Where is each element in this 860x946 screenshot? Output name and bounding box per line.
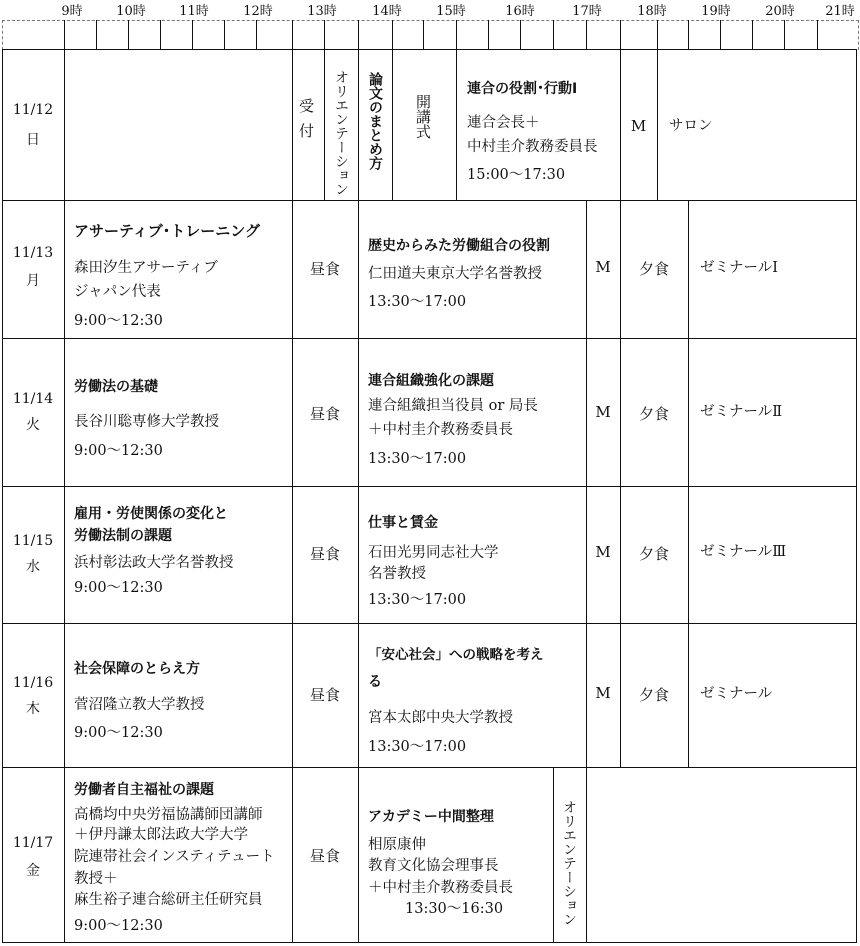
m-slot: M [595, 258, 611, 276]
morning-title: 社会保障のとらえ方 [74, 661, 200, 677]
morning-speaker: 麻生裕子連合総研主任研究員 [74, 892, 263, 908]
morning-speaker: 菅沼隆立教大学教授 [74, 697, 205, 713]
lunch: 昼食 [309, 545, 340, 563]
morning-title: アサーティブ･トレーニング [74, 222, 261, 240]
weekday: 木 [26, 701, 40, 717]
hour-label: 9時 [61, 4, 83, 19]
morning-speaker: 教授＋ [74, 871, 118, 887]
m-slot: M [595, 684, 611, 702]
hour-label: 19時 [701, 4, 731, 19]
hour-label: 13時 [307, 4, 337, 19]
lecture-speaker: 連合会長＋ [467, 115, 540, 131]
weekday: 火 [26, 417, 40, 433]
dinner: 夕食 [638, 545, 669, 563]
afternoon-title: 連合組織強化の課題 [368, 373, 494, 389]
lunch: 昼食 [309, 847, 340, 865]
morning-time: 9:00〜12:30 [74, 313, 163, 329]
orientation-vertical: オリエンテーション [561, 800, 577, 926]
afternoon-speaker: 連合組織担当役員 or 局長 [368, 398, 538, 414]
afternoon-time: 13:30〜17:00 [368, 739, 467, 755]
lecture-speaker: 中村圭介教務委員長 [467, 139, 598, 155]
lunch: 昼食 [309, 405, 340, 423]
morning-time: 9:00〜12:30 [74, 725, 163, 741]
afternoon-time: 13:30〜17:00 [368, 592, 467, 608]
afternoon-speaker: ＋中村圭介教務委員長 [368, 880, 513, 896]
date: 11/12 [12, 102, 54, 118]
morning-title: 労働者自主福祉の課題 [74, 782, 214, 798]
hour-label: 17時 [572, 4, 602, 19]
afternoon-time: 13:30〜17:00 [368, 294, 467, 310]
evening-seminar: ゼミナールⅠ [700, 260, 778, 276]
morning-speaker: ＋伊丹謙太郎法政大学大学 [74, 827, 248, 843]
weekday: 水 [26, 559, 40, 575]
afternoon-speaker: 宮本太郎中央大学教授 [368, 710, 513, 726]
lunch: 昼食 [309, 260, 340, 278]
afternoon-speaker: 名誉教授 [368, 566, 426, 582]
hour-label: 12時 [243, 4, 273, 19]
weekday: 金 [26, 863, 40, 879]
morning-speaker: 森田汐生アサーティブ [74, 260, 218, 276]
hour-label: 10時 [116, 4, 146, 19]
m-slot: M [595, 543, 611, 561]
orientation-vertical: オリエンテーション [333, 70, 349, 196]
hour-label: 16時 [505, 4, 535, 19]
afternoon-speaker: 仁田道夫東京大学名誉教授 [368, 266, 542, 282]
morning-time: 9:00〜12:30 [74, 443, 163, 459]
afternoon-time: 13:30〜17:00 [368, 451, 467, 467]
date: 11/14 [12, 391, 54, 407]
date: 11/16 [12, 675, 54, 691]
evening-seminar: ゼミナールⅢ [700, 544, 787, 560]
afternoon-time: 13:30〜16:30 [405, 901, 504, 917]
weekday: 月 [26, 273, 40, 289]
morning-speaker: 浜村彰法政大学名誉教授 [74, 555, 234, 571]
morning-title: 労働法の基礎 [74, 379, 158, 395]
thesis-method: 論文のまとめ方 [367, 72, 383, 170]
weekday: 日 [26, 132, 40, 148]
hour-label: 20時 [765, 4, 795, 19]
evening-salon: サロン [669, 118, 713, 134]
hour-label: 15時 [436, 4, 466, 19]
afternoon-title: アカデミー中間整理 [368, 809, 494, 825]
morning-time: 9:00〜12:30 [74, 580, 163, 596]
afternoon-title: 歴史からみた労働組合の役割 [368, 238, 550, 254]
afternoon-speaker: 石田光男同志社大学 [368, 545, 499, 561]
tick-gutter [2, 20, 859, 50]
lunch: 昼食 [309, 686, 340, 704]
afternoon-title: 「安心社会」への戦略を考え [368, 647, 544, 663]
morning-speaker: ジャパン代表 [74, 284, 161, 300]
afternoon-speaker: 相原康伸 [368, 837, 426, 853]
hour-label: 21時 [825, 4, 855, 19]
morning-title-line2: 労働法制の課題 [74, 528, 172, 544]
reception: 受付 [297, 98, 315, 148]
date: 11/15 [12, 533, 54, 549]
dinner: 夕食 [638, 260, 669, 278]
afternoon-title-line2: る [368, 674, 382, 690]
lecture-time: 15:00〜17:30 [467, 167, 566, 183]
m-slot: M [630, 117, 647, 135]
evening-seminar: ゼミナール [700, 686, 773, 702]
date: 11/13 [12, 245, 54, 261]
evening-seminar: ゼミナールⅡ [700, 404, 783, 420]
hour-label: 14時 [372, 4, 402, 19]
morning-speaker: 長谷川聡専修大学教授 [74, 414, 219, 430]
afternoon-speaker: 教育文化協会理事長 [368, 858, 499, 874]
dinner: 夕食 [638, 405, 669, 423]
morning-speaker: 高橋均中央労福協講師団講師 [74, 807, 263, 823]
afternoon-title: 仕事と賃金 [368, 515, 438, 531]
date: 11/17 [12, 835, 54, 851]
lecture-title: 連合の役割･行動Ⅰ [467, 81, 578, 97]
morning-speaker: 院連帯社会インスティテュート [74, 849, 275, 865]
m-slot: M [595, 403, 611, 421]
afternoon-speaker: ＋中村圭介教務委員長 [368, 422, 513, 438]
morning-time: 9:00〜12:30 [74, 918, 163, 934]
morning-title: 雇用・労使関係の変化と [74, 506, 228, 522]
opening-ceremony: 開講式 [414, 94, 432, 139]
hour-label: 11時 [179, 4, 209, 19]
hour-label: 18時 [637, 4, 667, 19]
dinner: 夕食 [638, 686, 669, 704]
